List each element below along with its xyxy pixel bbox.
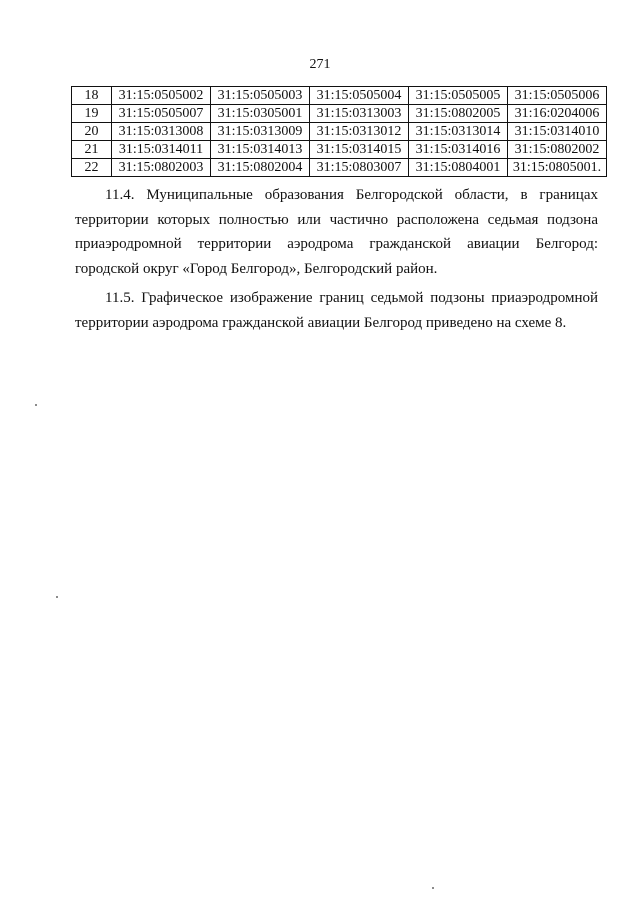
row-number-cell: 20 [72,123,112,141]
row-number-cell: 21 [72,141,112,159]
row-number-cell: 22 [72,159,112,177]
cadastral-numbers-table [71,86,607,177]
cadastral-number-cell: 31:15:0313008 [112,123,211,141]
cadastral-number-cell: 31:15:0314015 [310,141,409,159]
scan-speck [432,887,434,889]
cadastral-number-cell: 31:16:0204006 [508,105,607,123]
cadastral-number-cell: 31:15:0313012 [310,123,409,141]
table-row [72,159,607,177]
table-row [72,123,607,141]
cadastral-number-cell: 31:15:0505002 [112,87,211,105]
cadastral-number-cell: 31:15:0505005 [409,87,508,105]
cadastral-number-cell: 31:15:0505003 [211,87,310,105]
cadastral-number-cell: 31:15:0314013 [211,141,310,159]
paragraph-11-4: 11.4. Муниципальные образования Белгородской области, в границах территории которых полностью или частично расположена седьмая подзона приаэродромной территории аэродрома гражданской авиации Белгород: городской округ «Город Белгород», Белгородский район. [75,187,598,277]
cadastral-number-cell: 31:15:0804001 [409,159,508,177]
cadastral-number-cell: 31:15:0313009 [211,123,310,141]
cadastral-number-cell: 31:15:0314011 [112,141,211,159]
cadastral-number-cell: 31:15:0314016 [409,141,508,159]
cadastral-number-cell: 31:15:0802003 [112,159,211,177]
scan-speck [35,404,37,406]
table-row [72,141,607,159]
cadastral-number-cell: 31:15:0802004 [211,159,310,177]
paragraph-11-5: 11.5. Графическое изображение границ седьмой подзоны приаэродромной территории аэродрома гражданской авиации Белгород приведено на схеме 8. [75,290,598,331]
cadastral-number-cell: 31:15:0805001. [508,159,607,177]
scan-speck [56,596,58,598]
page-number: 271 [309,57,331,72]
cadastral-number-cell: 31:15:0802002 [508,141,607,159]
cadastral-number-cell: 31:15:0313014 [409,123,508,141]
cadastral-number-cell: 31:15:0505006 [508,87,607,105]
row-number-cell: 19 [72,105,112,123]
cadastral-number-cell: 31:15:0803007 [310,159,409,177]
row-number-cell: 18 [72,87,112,105]
cadastral-number-cell: 31:15:0314010 [508,123,607,141]
cadastral-number-cell: 31:15:0313003 [310,105,409,123]
table-row [72,105,607,123]
cadastral-number-cell: 31:15:0305001 [211,105,310,123]
cadastral-number-cell: 31:15:0802005 [409,105,508,123]
table-row [72,87,607,105]
cadastral-number-cell: 31:15:0505004 [310,87,409,105]
cadastral-number-cell: 31:15:0505007 [112,105,211,123]
